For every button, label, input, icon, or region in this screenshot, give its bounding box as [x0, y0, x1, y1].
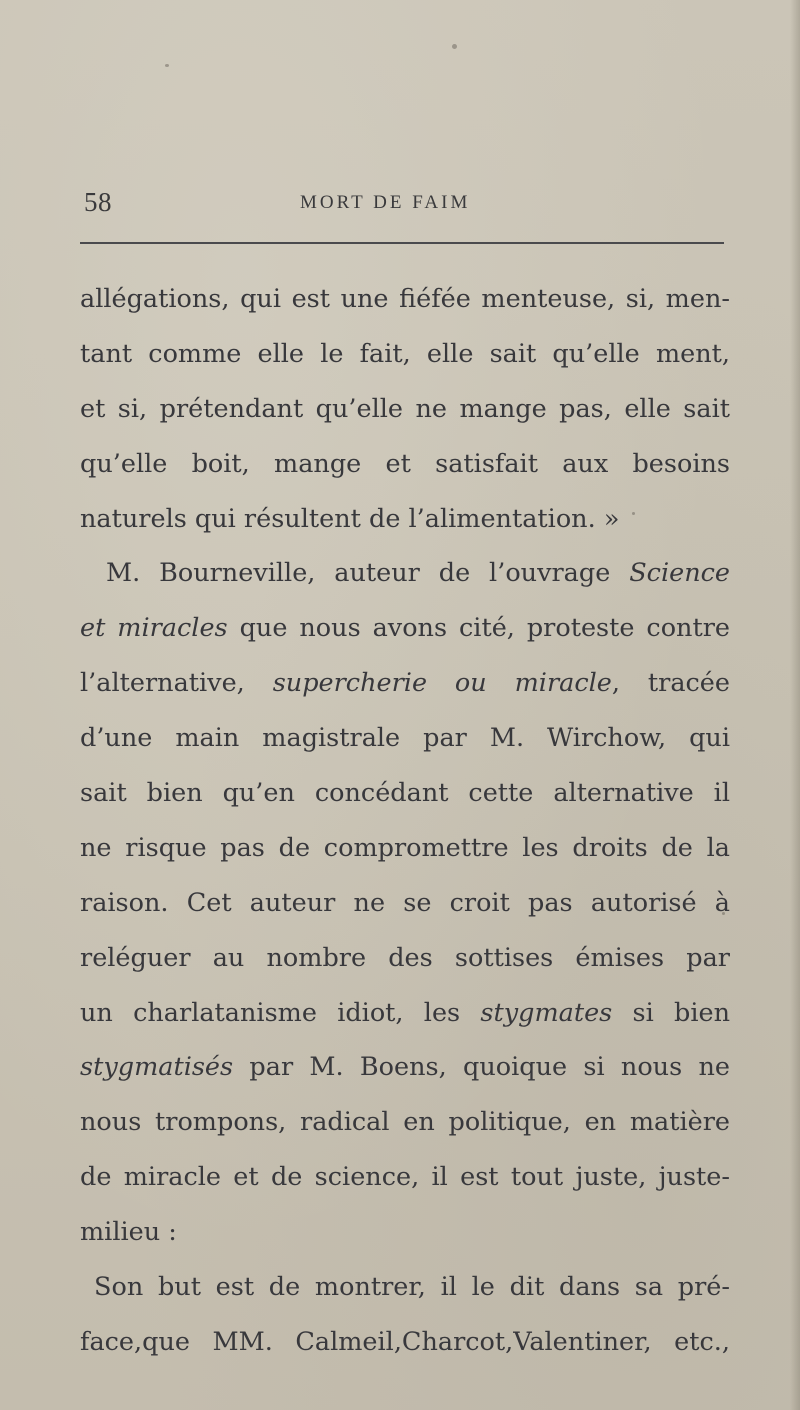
text-run: nous trompons, radical en politique, en matière [80, 1107, 730, 1138]
text-run: , tracée [611, 668, 730, 699]
italic-text: stygmatisés [80, 1052, 234, 1083]
text-run: allégations, qui est une fiéfée menteuse, si, men- [80, 284, 730, 314]
text-run: un charlatanisme idiot, les [80, 997, 481, 1028]
paper-speck [632, 512, 635, 515]
text-run: tant comme elle le fait, elle sait qu’elle ment, [80, 338, 730, 369]
text-run: Son but est de montrer, il le dit dans sa pré- [94, 1272, 730, 1303]
text-line [80, 1315, 730, 1370]
text-line [80, 986, 730, 1041]
paper-speck [165, 64, 169, 67]
text-line [80, 437, 730, 492]
text-run: d’une main magistrale par M. Wirchow, qui [80, 723, 730, 754]
italic-text: Science [629, 558, 730, 589]
header-rule [80, 242, 724, 244]
text-run: et si, prétendant qu’elle ne mange pas, elle sait [80, 393, 730, 424]
text-run: l’alternative, [80, 668, 273, 699]
italic-text: supercherie ou miracle [272, 668, 612, 699]
text-line [80, 1260, 730, 1315]
text-run: si bien [612, 997, 730, 1028]
text-run: ne risque pas de compromettre les droits de la [80, 832, 730, 863]
text-line [80, 1040, 730, 1095]
page-edge-shadow [790, 0, 800, 1410]
text-line [80, 1205, 730, 1260]
italic-text: stygmates [480, 997, 613, 1028]
paper-speck [722, 912, 725, 915]
text-run: milieu : [80, 1217, 177, 1248]
text-run: face,que MM. Calmeil,Charcot,Valentiner, etc., [80, 1326, 730, 1357]
text-line [80, 821, 730, 876]
text-line [80, 711, 730, 766]
page-header [84, 183, 724, 219]
text-line [80, 876, 730, 931]
italic-text: et miracles [80, 613, 228, 644]
text-run: sait bien qu’en concédant cette alternative il [80, 778, 730, 809]
paper-speck [452, 44, 457, 49]
text-run: naturels qui résultent de l’alimentation. » [80, 503, 620, 534]
body-text [80, 272, 730, 1370]
running-title: MORT DE FAIM [300, 192, 471, 213]
text-line [80, 601, 730, 656]
text-run: que nous avons cité, proteste contre [227, 613, 730, 644]
text-line [80, 327, 730, 382]
text-line [80, 1095, 730, 1150]
text-line [80, 272, 730, 327]
text-line [80, 492, 730, 547]
text-run: reléguer au nombre des sottises émises par [80, 942, 730, 973]
text-line [80, 656, 730, 711]
text-run: de miracle et de science, il est tout juste, juste- [80, 1162, 730, 1193]
text-run: qu’elle boit, mange et satisfait aux besoins [80, 448, 730, 479]
text-run: par M. Boens, quoique si nous ne [233, 1052, 730, 1083]
text-line [80, 766, 730, 821]
text-line [80, 1150, 730, 1205]
text-run: M. Bourneville, auteur de l’ouvrage [106, 558, 630, 589]
text-line [80, 931, 730, 986]
page-number: 58 [84, 187, 112, 217]
text-run: raison. Cet auteur ne se croit pas autorisé à [80, 887, 730, 918]
text-line [80, 382, 730, 437]
text-line [80, 546, 730, 601]
